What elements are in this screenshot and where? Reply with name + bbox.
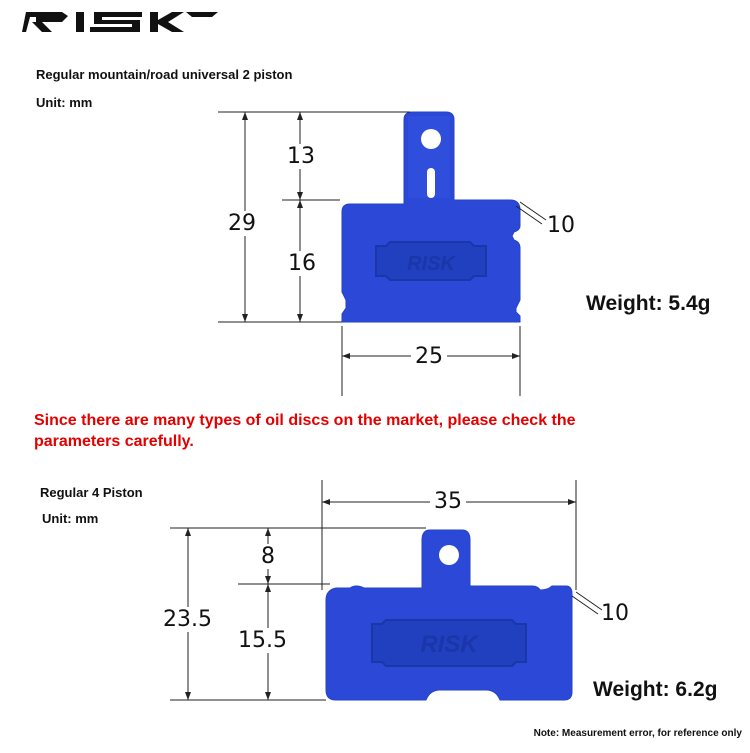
section2-title: Regular 4 Piston — [40, 485, 143, 500]
measurement-note: Note: Measurement error, for reference only — [533, 728, 742, 739]
dim-top-tab-2: 8 — [261, 544, 275, 569]
dim-total-height-1: 29 — [228, 211, 256, 236]
weight-2: Weight: 6.2g — [593, 678, 718, 701]
section2-unit: Unit: mm — [42, 511, 99, 526]
dim-thickness-1: 10 — [547, 213, 575, 238]
weight-1: Weight: 5.4g — [586, 292, 711, 315]
dim-width-1: 25 — [411, 344, 447, 369]
section1-unit: Unit: mm — [36, 95, 93, 110]
dim-thickness-2: 10 — [601, 601, 629, 626]
warning-text: Since there are many types of oil discs on the market, please check the parameters carefully. — [34, 412, 576, 450]
dim-total-height-2: 23.5 — [163, 607, 212, 632]
four-piston-pad — [326, 530, 572, 700]
dim-lower-2: 15.5 — [238, 628, 287, 653]
dim-top-tab-1: 13 — [287, 144, 315, 169]
section1-title: Regular mountain/road universal 2 piston — [36, 67, 293, 82]
svg-text:RISK: RISK — [420, 631, 478, 658]
dim-lower-1: 16 — [288, 251, 316, 276]
svg-text:RISK: RISK — [407, 253, 455, 275]
dim-width-2: 35 — [430, 489, 466, 514]
